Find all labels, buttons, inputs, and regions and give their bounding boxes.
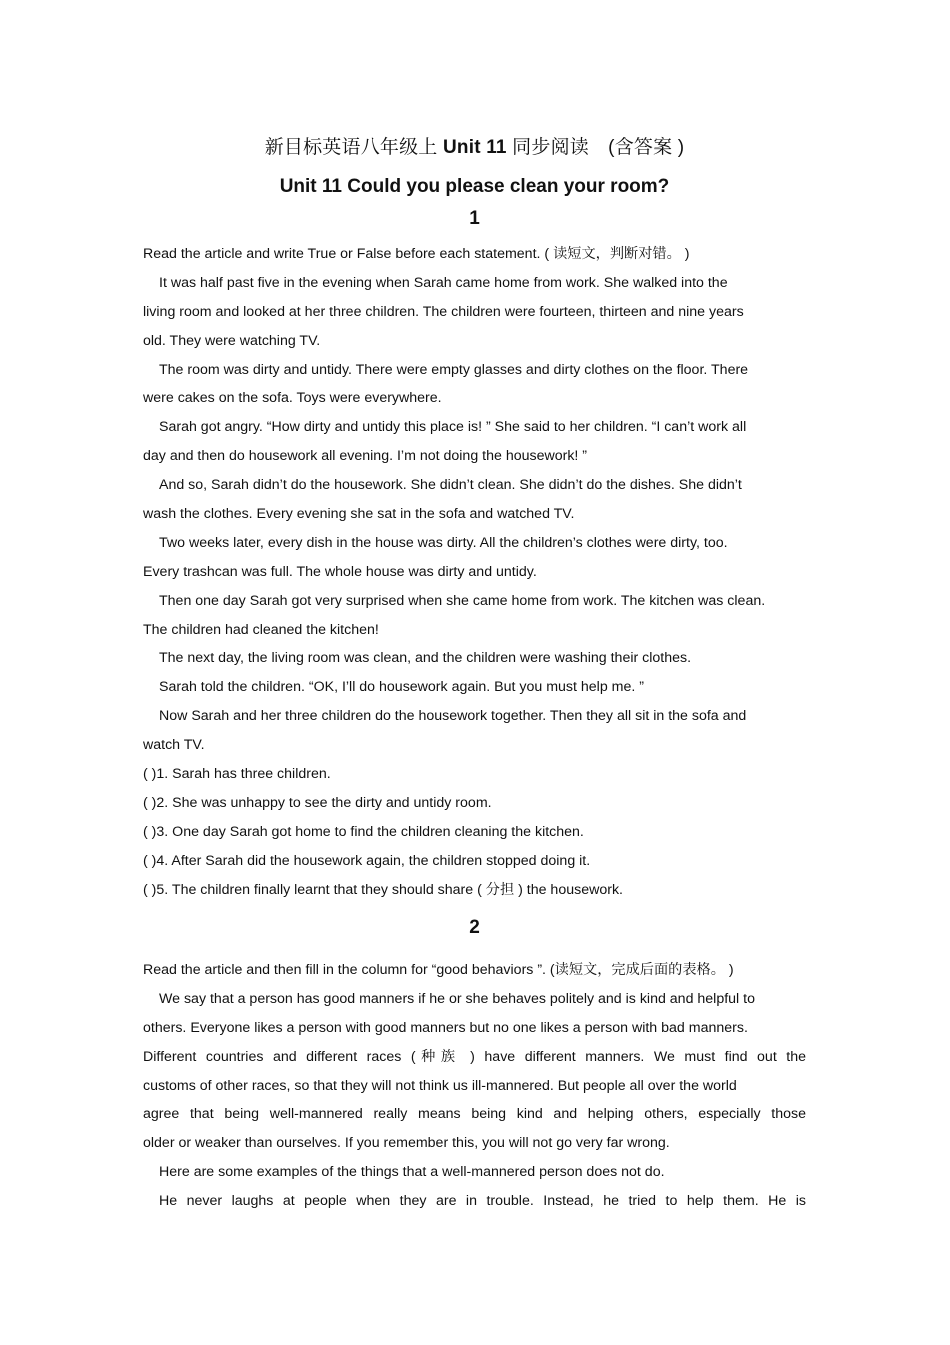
paragraph-line: The room was dirty and untidy. There were empty glasses and dirty clothes on the floor. There (159, 361, 749, 378)
unit-subtitle: Unit 11 Could you please clean your room? (279, 176, 670, 197)
paragraph-line: He never laughs at people when they are in trouble. Instead, he tried to help them. He is (159, 1193, 806, 1210)
question-item: ( )1. Sarah has three children. (143, 766, 331, 783)
page-title (143, 132, 806, 159)
paragraph-line: were cakes on the sofa. Toys were everywhere. (143, 390, 442, 407)
title-cn-suffix: 同步阅读 (含答案 ) (512, 137, 685, 158)
paragraph-line: others. Everyone likes a person with good manners but no one likes a person with bad manners. (143, 1019, 748, 1036)
section-1-number: 1 (469, 208, 480, 229)
paragraph-line: The children had cleaned the kitchen! (143, 621, 379, 638)
paragraph-line: Different countries and different races (种族 ) have different manners. We must find out the (143, 1048, 806, 1065)
paragraph-line: Two weeks later, every dish in the house was dirty. All the children’s clothes were dirty, too. (159, 534, 728, 551)
question-item: ( )3. One day Sarah got home to find the children cleaning the kitchen. (143, 823, 584, 840)
paragraph-line: old. They were watching TV. (143, 332, 321, 349)
section-1-body (143, 240, 806, 904)
paragraph-line: day and then do housework all evening. I’m not doing the housework! ” (143, 448, 588, 465)
paragraph-line: Every trashcan was full. The whole house was dirty and untidy. (143, 563, 537, 580)
paragraph-line: Sarah told the children. “OK, I’ll do housework again. But you must help me. ” (159, 679, 644, 696)
paragraph-line: older or weaker than ourselves. If you remember this, you will not go very far wrong. (143, 1135, 670, 1152)
paragraph-line: watch TV. (143, 737, 205, 754)
paragraph-line: living room and looked at her three children. The children were fourteen, thirteen and nine years (143, 303, 744, 320)
paragraph-line: And so, Sarah didn’t do the housework. She didn’t clean. She didn’t do the dishes. She didn’t (159, 477, 742, 494)
paragraph-line: We say that a person has good manners if he or she behaves politely and is kind and helpful to (159, 990, 755, 1007)
paragraph-line: agree that being well-mannered really means being kind and helping others, especially those (143, 1106, 806, 1123)
question-item: ( )4. After Sarah did the housework again, the children stopped doing it. (143, 852, 591, 869)
section-2-body (143, 956, 806, 1216)
paragraph-line: wash the clothes. Every evening she sat in the sofa and watched TV. (143, 506, 575, 523)
section-1-instruction: Read the article and write True or False before each statement. ( 读短文，判断对错。 ) (143, 246, 690, 262)
paragraph-line: Sarah got angry. “How dirty and untidy this place is! ” She said to her children. “I can’t work all (159, 419, 747, 436)
paragraph-line: Then one day Sarah got very surprised when she came home from work. The kitchen was clean. (159, 592, 766, 609)
title-unit: Unit 11 (442, 137, 507, 158)
section-2-number: 2 (469, 917, 480, 938)
paragraph-line: Now Sarah and her three children do the housework together. Then they all sit in the sofa and (159, 708, 747, 725)
paragraph-line: The next day, the living room was clean, and the children were washing their clothes. (159, 650, 692, 667)
question-item: ( )5. The children finally learnt that they should share ( 分担 ) the housework. (143, 881, 623, 898)
paragraph-line: Here are some examples of the things that a well-mannered person does not do. (159, 1164, 665, 1181)
section-2-instruction: Read the article and then fill in the column for “good behaviors ”. (读短文，完成后面的表格。 ) (143, 962, 734, 978)
paragraph-line: customs of other races, so that they will not think us ill-mannered. But people all over the world (143, 1077, 737, 1094)
title-cn-prefix: 新目标英语八年级上 (264, 137, 438, 158)
paragraph-line: It was half past five in the evening when Sarah came home from work. She walked into the (159, 274, 728, 291)
question-item: ( )2. She was unhappy to see the dirty and untidy room. (143, 794, 492, 811)
